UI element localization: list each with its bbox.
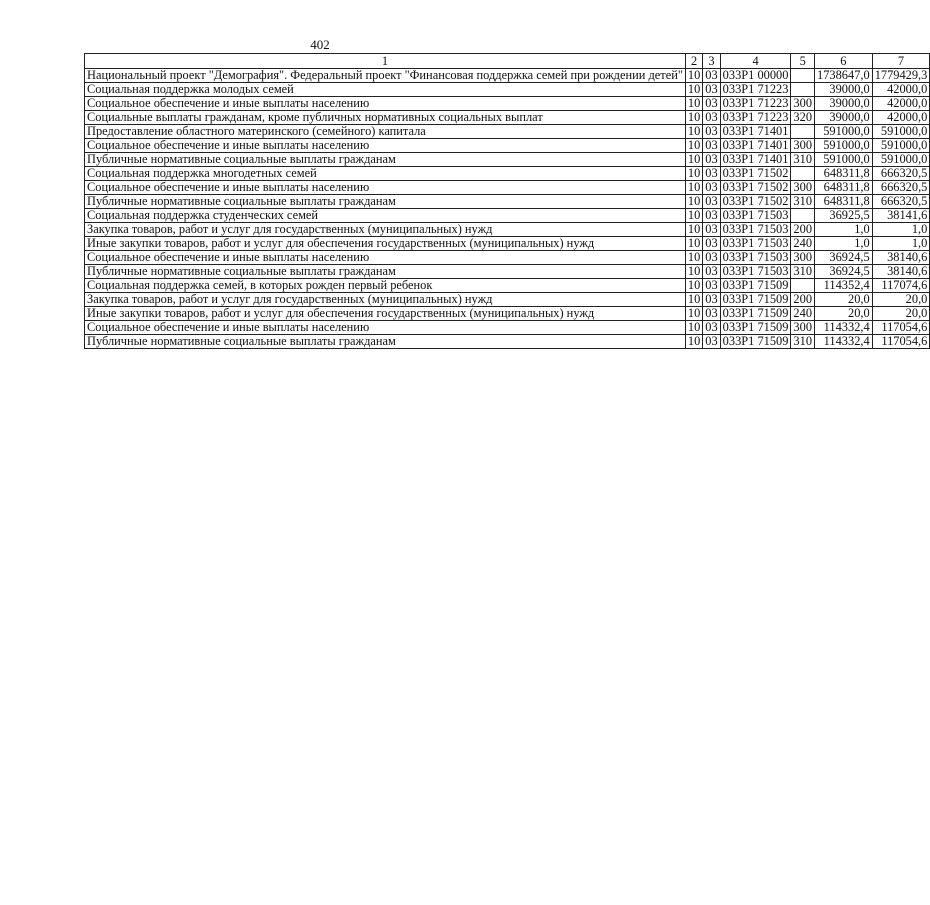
row-section: 10: [685, 167, 702, 181]
row-subsection: 03: [703, 139, 720, 153]
row-subsection: 03: [703, 167, 720, 181]
row-section: 10: [685, 181, 702, 195]
row-value-col6: 591000,0: [815, 125, 873, 139]
row-subsection: 03: [703, 125, 720, 139]
row-target-code: 033P1 71509: [720, 279, 791, 293]
row-section: 10: [685, 195, 702, 209]
row-target-code: 033P1 71401: [720, 125, 791, 139]
row-section: 10: [685, 97, 702, 111]
row-target-code: 033P1 71509: [720, 293, 791, 307]
row-expense-type: 240: [791, 237, 815, 251]
row-section: 10: [685, 83, 702, 97]
page-number: 402: [310, 37, 330, 52]
row-expense-type: 200: [791, 293, 815, 307]
table-row: [85, 181, 930, 195]
row-expense-type: [791, 209, 815, 223]
row-subsection: 03: [703, 321, 720, 335]
row-value-col6: 36924,5: [815, 251, 873, 265]
row-name: Публичные нормативные социальные выплаты гражданам: [85, 335, 686, 349]
row-value-col6: 1738647,0: [815, 69, 873, 83]
row-target-code: 033P1 71502: [720, 181, 791, 195]
row-value-col6: 39000,0: [815, 111, 873, 125]
row-section: 10: [685, 307, 702, 321]
row-value-col7: 591000,0: [872, 153, 930, 167]
row-value-col6: 648311,8: [815, 181, 873, 195]
row-target-code: 033P1 71223: [720, 97, 791, 111]
row-target-code: 033P1 71509: [720, 307, 791, 321]
row-subsection: 03: [703, 153, 720, 167]
table-row: [85, 167, 930, 181]
row-section: 10: [685, 111, 702, 125]
row-section: 10: [685, 153, 702, 167]
row-section: 10: [685, 251, 702, 265]
row-subsection: 03: [703, 97, 720, 111]
row-name: Социальная поддержка молодых семей: [85, 83, 686, 97]
row-expense-type: [791, 167, 815, 181]
row-value-col6: 20,0: [815, 293, 873, 307]
column-header: 1: [85, 54, 686, 69]
row-value-col7: 38140,6: [872, 265, 930, 279]
row-name: Публичные нормативные социальные выплаты гражданам: [85, 153, 686, 167]
column-header: 4: [720, 54, 791, 69]
row-name: Социальное обеспечение и иные выплаты населению: [85, 321, 686, 335]
row-section: 10: [685, 293, 702, 307]
table-row: [85, 83, 930, 97]
table-row: [85, 279, 930, 293]
table-row: [85, 335, 930, 349]
row-value-col6: 39000,0: [815, 83, 873, 97]
row-expense-type: 310: [791, 265, 815, 279]
row-section: 10: [685, 69, 702, 83]
row-section: 10: [685, 139, 702, 153]
row-section: 10: [685, 335, 702, 349]
row-expense-type: 310: [791, 153, 815, 167]
row-subsection: 03: [703, 279, 720, 293]
row-target-code: 033P1 71503: [720, 265, 791, 279]
row-subsection: 03: [703, 251, 720, 265]
row-value-col7: 38140,6: [872, 251, 930, 265]
column-header: 7: [872, 54, 930, 69]
row-subsection: 03: [703, 265, 720, 279]
row-subsection: 03: [703, 223, 720, 237]
row-subsection: 03: [703, 181, 720, 195]
row-value-col7: 117054,6: [872, 321, 930, 335]
row-name: Социальное обеспечение и иные выплаты населению: [85, 251, 686, 265]
row-value-col7: 42000,0: [872, 111, 930, 125]
row-value-col7: 591000,0: [872, 139, 930, 153]
row-name: Иные закупки товаров, работ и услуг для обеспечения государственных (муниципальных) нужд: [85, 237, 686, 251]
row-target-code: 033P1 00000: [720, 69, 791, 83]
row-expense-type: 320: [791, 111, 815, 125]
table-row: [85, 195, 930, 209]
budget-table: [84, 53, 930, 349]
table-row: [85, 69, 930, 83]
row-subsection: 03: [703, 209, 720, 223]
row-name: Национальный проект "Демография". Федеральный проект "Финансовая поддержка семей при рождении детей": [85, 69, 686, 83]
row-name: Социальное обеспечение и иные выплаты населению: [85, 181, 686, 195]
table-row: [85, 209, 930, 223]
row-section: 10: [685, 209, 702, 223]
column-header: 2: [685, 54, 702, 69]
row-subsection: 03: [703, 307, 720, 321]
row-target-code: 033P1 71502: [720, 167, 791, 181]
row-section: 10: [685, 125, 702, 139]
row-subsection: 03: [703, 237, 720, 251]
row-value-col6: 114332,4: [815, 335, 873, 349]
row-target-code: 033P1 71502: [720, 195, 791, 209]
row-name: Социальная поддержка семей, в которых рожден первый ребенок: [85, 279, 686, 293]
row-subsection: 03: [703, 195, 720, 209]
row-expense-type: 310: [791, 195, 815, 209]
row-value-col7: 1779429,3: [872, 69, 930, 83]
row-value-col7: 1,0: [872, 223, 930, 237]
table-row: [85, 237, 930, 251]
row-value-col7: 591000,0: [872, 125, 930, 139]
row-name: Иные закупки товаров, работ и услуг для обеспечения государственных (муниципальных) нужд: [85, 307, 686, 321]
row-value-col6: 36924,5: [815, 265, 873, 279]
row-expense-type: 300: [791, 181, 815, 195]
row-value-col7: 117054,6: [872, 335, 930, 349]
row-expense-type: [791, 69, 815, 83]
row-expense-type: 300: [791, 251, 815, 265]
row-value-col7: 42000,0: [872, 97, 930, 111]
row-target-code: 033P1 71503: [720, 237, 791, 251]
column-header: 6: [815, 54, 873, 69]
row-target-code: 033P1 71401: [720, 153, 791, 167]
table-body: [85, 69, 930, 349]
row-subsection: 03: [703, 83, 720, 97]
row-expense-type: 240: [791, 307, 815, 321]
row-section: 10: [685, 223, 702, 237]
table-row: [85, 265, 930, 279]
row-value-col6: 648311,8: [815, 195, 873, 209]
row-name: Публичные нормативные социальные выплаты гражданам: [85, 265, 686, 279]
row-value-col6: 114332,4: [815, 321, 873, 335]
row-value-col7: 20,0: [872, 293, 930, 307]
row-name: Социальное обеспечение и иные выплаты населению: [85, 97, 686, 111]
row-subsection: 03: [703, 111, 720, 125]
column-header: 3: [703, 54, 720, 69]
row-expense-type: 300: [791, 321, 815, 335]
row-value-col6: 20,0: [815, 307, 873, 321]
table-row: [85, 307, 930, 321]
row-target-code: 033P1 71509: [720, 335, 791, 349]
table-row: [85, 223, 930, 237]
row-target-code: 033P1 71503: [720, 251, 791, 265]
table-row: [85, 321, 930, 335]
row-section: 10: [685, 279, 702, 293]
row-name: Социальная поддержка студенческих семей: [85, 209, 686, 223]
row-target-code: 033P1 71503: [720, 209, 791, 223]
row-expense-type: [791, 125, 815, 139]
row-value-col7: 666320,5: [872, 181, 930, 195]
table-row: [85, 97, 930, 111]
table-row: [85, 139, 930, 153]
row-value-col6: 36925,5: [815, 209, 873, 223]
row-value-col7: 666320,5: [872, 167, 930, 181]
row-value-col7: 1,0: [872, 237, 930, 251]
row-value-col7: 117074,6: [872, 279, 930, 293]
row-name: Социальное обеспечение и иные выплаты населению: [85, 139, 686, 153]
table-row: [85, 293, 930, 307]
row-target-code: 033P1 71223: [720, 111, 791, 125]
header-row: [85, 54, 930, 69]
table-row: [85, 111, 930, 125]
row-expense-type: [791, 83, 815, 97]
table-row: [85, 125, 930, 139]
row-section: 10: [685, 237, 702, 251]
row-name: Публичные нормативные социальные выплаты гражданам: [85, 195, 686, 209]
row-name: Социальная поддержка многодетных семей: [85, 167, 686, 181]
row-expense-type: 200: [791, 223, 815, 237]
row-expense-type: 300: [791, 139, 815, 153]
row-value-col6: 1,0: [815, 223, 873, 237]
row-target-code: 033P1 71503: [720, 223, 791, 237]
row-value-col7: 20,0: [872, 307, 930, 321]
row-value-col6: 39000,0: [815, 97, 873, 111]
row-expense-type: 310: [791, 335, 815, 349]
row-value-col7: 42000,0: [872, 83, 930, 97]
row-name: Закупка товаров, работ и услуг для государственных (муниципальных) нужд: [85, 223, 686, 237]
row-value-col6: 591000,0: [815, 139, 873, 153]
column-header: 5: [791, 54, 815, 69]
row-target-code: 033P1 71223: [720, 83, 791, 97]
row-subsection: 03: [703, 69, 720, 83]
row-value-col7: 38141,6: [872, 209, 930, 223]
row-name: Социальные выплаты гражданам, кроме публичных нормативных социальных выплат: [85, 111, 686, 125]
row-expense-type: [791, 279, 815, 293]
row-value-col6: 1,0: [815, 237, 873, 251]
row-value-col6: 591000,0: [815, 153, 873, 167]
row-name: Закупка товаров, работ и услуг для государственных (муниципальных) нужд: [85, 293, 686, 307]
row-target-code: 033P1 71401: [720, 139, 791, 153]
row-value-col7: 666320,5: [872, 195, 930, 209]
row-value-col6: 114352,4: [815, 279, 873, 293]
row-value-col6: 648311,8: [815, 167, 873, 181]
row-target-code: 033P1 71509: [720, 321, 791, 335]
row-name: Предоставление областного материнского (семейного) капитала: [85, 125, 686, 139]
row-section: 10: [685, 321, 702, 335]
row-section: 10: [685, 265, 702, 279]
table-row: [85, 251, 930, 265]
row-expense-type: 300: [791, 97, 815, 111]
table-row: [85, 153, 930, 167]
row-subsection: 03: [703, 335, 720, 349]
row-subsection: 03: [703, 293, 720, 307]
